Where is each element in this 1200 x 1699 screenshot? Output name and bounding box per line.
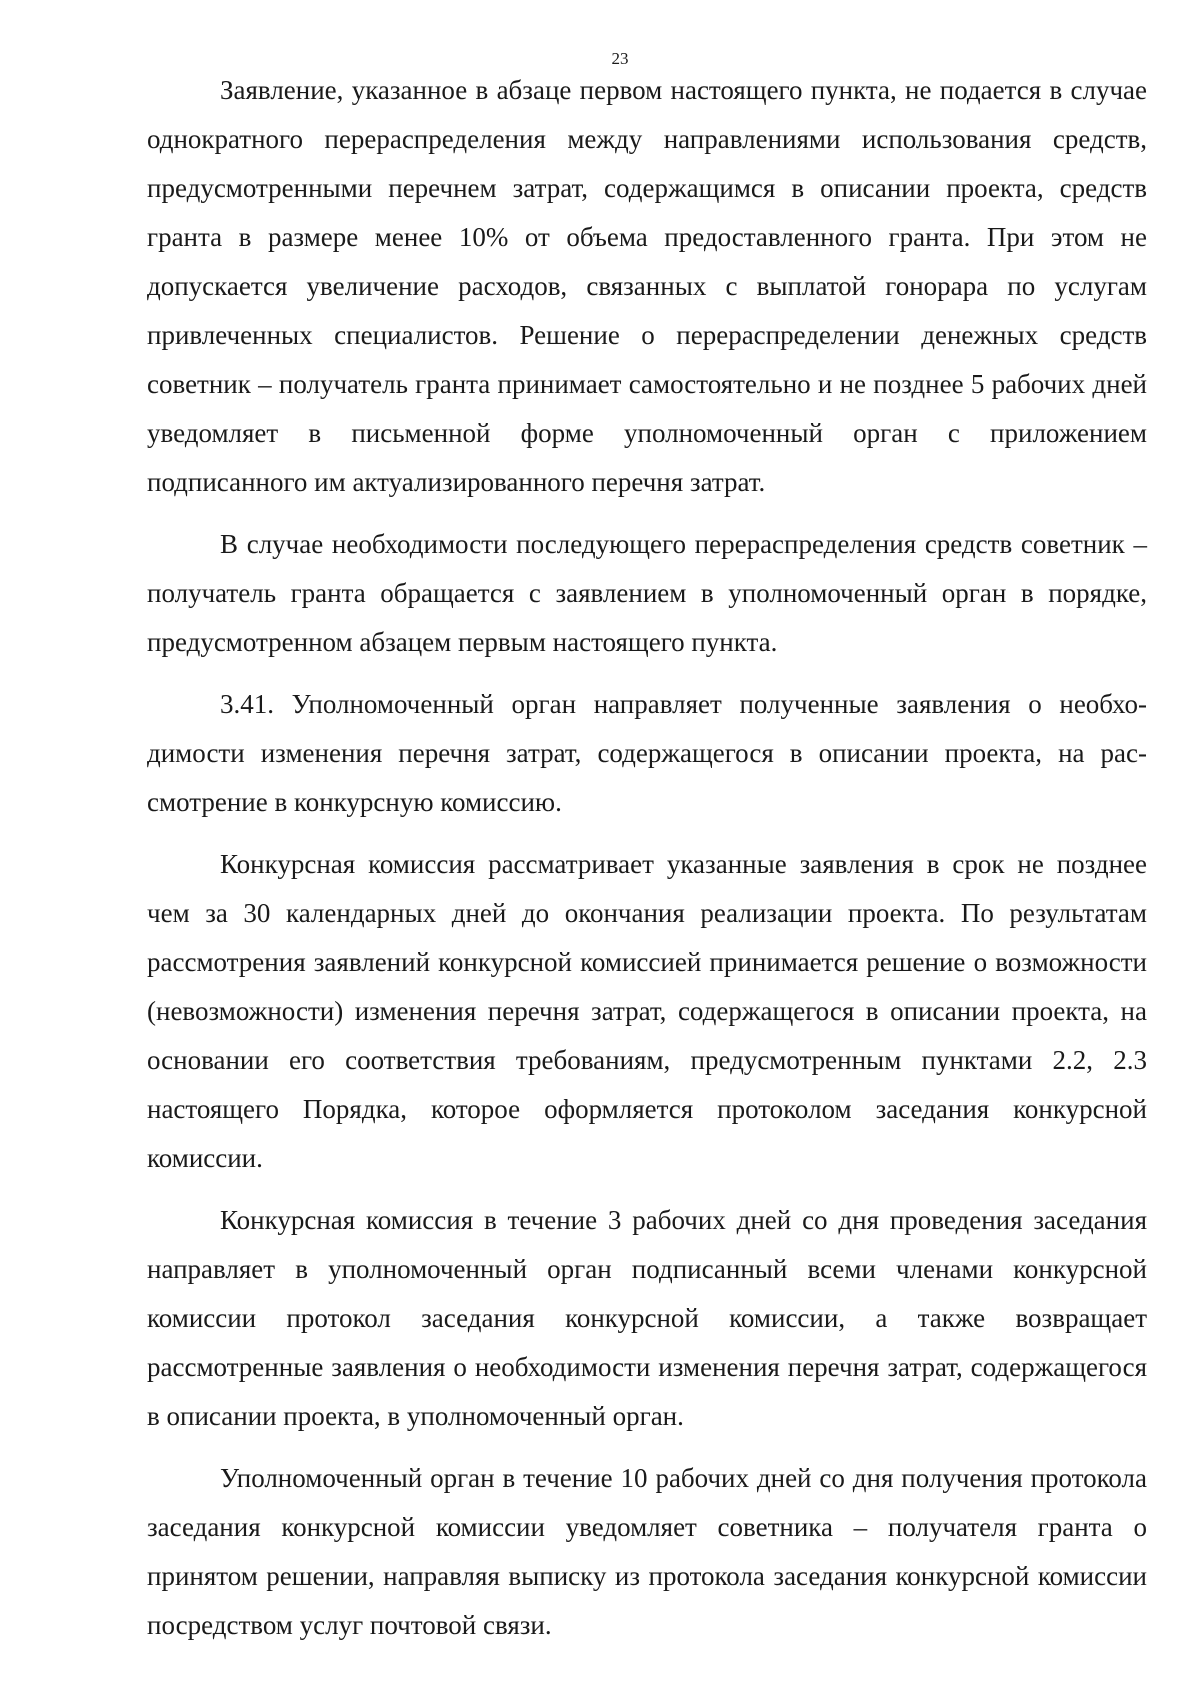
paragraph-commission-protocol: Конкурсная комиссия в течение 3 рабочих дней со дня проведения заседания направляет в уполномоченный орган подписанный всеми членами конкурсной комиссии протокол заседания конкурсной комиссии, а также возвращает рассмотренные заявления о необходимости изменения перечня затрат, содержащегося в описании проекта, в уполномоченный орган.	[147, 1205, 1147, 1431]
page-number: 23	[611, 49, 629, 68]
paragraph-budget-redistribution-exception: Заявление, указанное в абзаце первом настоящего пункта, не подается в случае однократного перераспределения между направлениями использования средств, предусмотренными перечнем затрат, содержащимся в описании проекта, средств гранта в размере менее 10% от объема предоставленного гранта. При этом не допускается увеличение расходов, связанных с выплатой гонорара по услугам привлеченных специалистов. Решение о перераспределении денежных средств советник – получатель гранта принимает самостоятельно и не позднее 5 рабочих дней уведомляет в письменной форме уполномоченный орган с приложением подписанного им актуализированного перечня затрат.	[147, 75, 1147, 497]
paragraph-commission-review: Конкурсная комиссия рассматривает указанные заявления в срок не позднее чем за 30 календарных дней до окончания реализации проекта. По результатам рассмотрения заявлений конкурсной комиссией принимается решение о возможности (невозможности) изменения перечня затрат, содержащегося в описании проекта, на основании его соответствия требованиям, предусмотренным пунктами 2.2, 2.3 настоящего Порядка, которое оформляется протоколом заседания конкурсной комиссии.	[147, 849, 1147, 1173]
document-body	[147, 66, 1147, 1663]
paragraph-section-3-41: 3.41. Уполномоченный орган направляет полученные заявления о необходимости изменения перечня затрат, содержащегося в описании проекта, на рассмотрение в конкурсную комиссию.	[147, 689, 1147, 817]
paragraph-subsequent-redistribution: В случае необходимости последующего перераспределения средств советник – получатель гранта обращается с заявлением в уполномоченный орган в порядке, предусмотренном абзацем первым настоящего пункта.	[147, 529, 1147, 657]
paragraph-notification: Уполномоченный орган в течение 10 рабочих дней со дня получения протокола заседания конкурсной комиссии уведомляет советника – получателя гранта о принятом решении, направляя выписку из протокола заседания конкурсной комиссии посредством услуг почтовой связи.	[147, 1463, 1147, 1640]
